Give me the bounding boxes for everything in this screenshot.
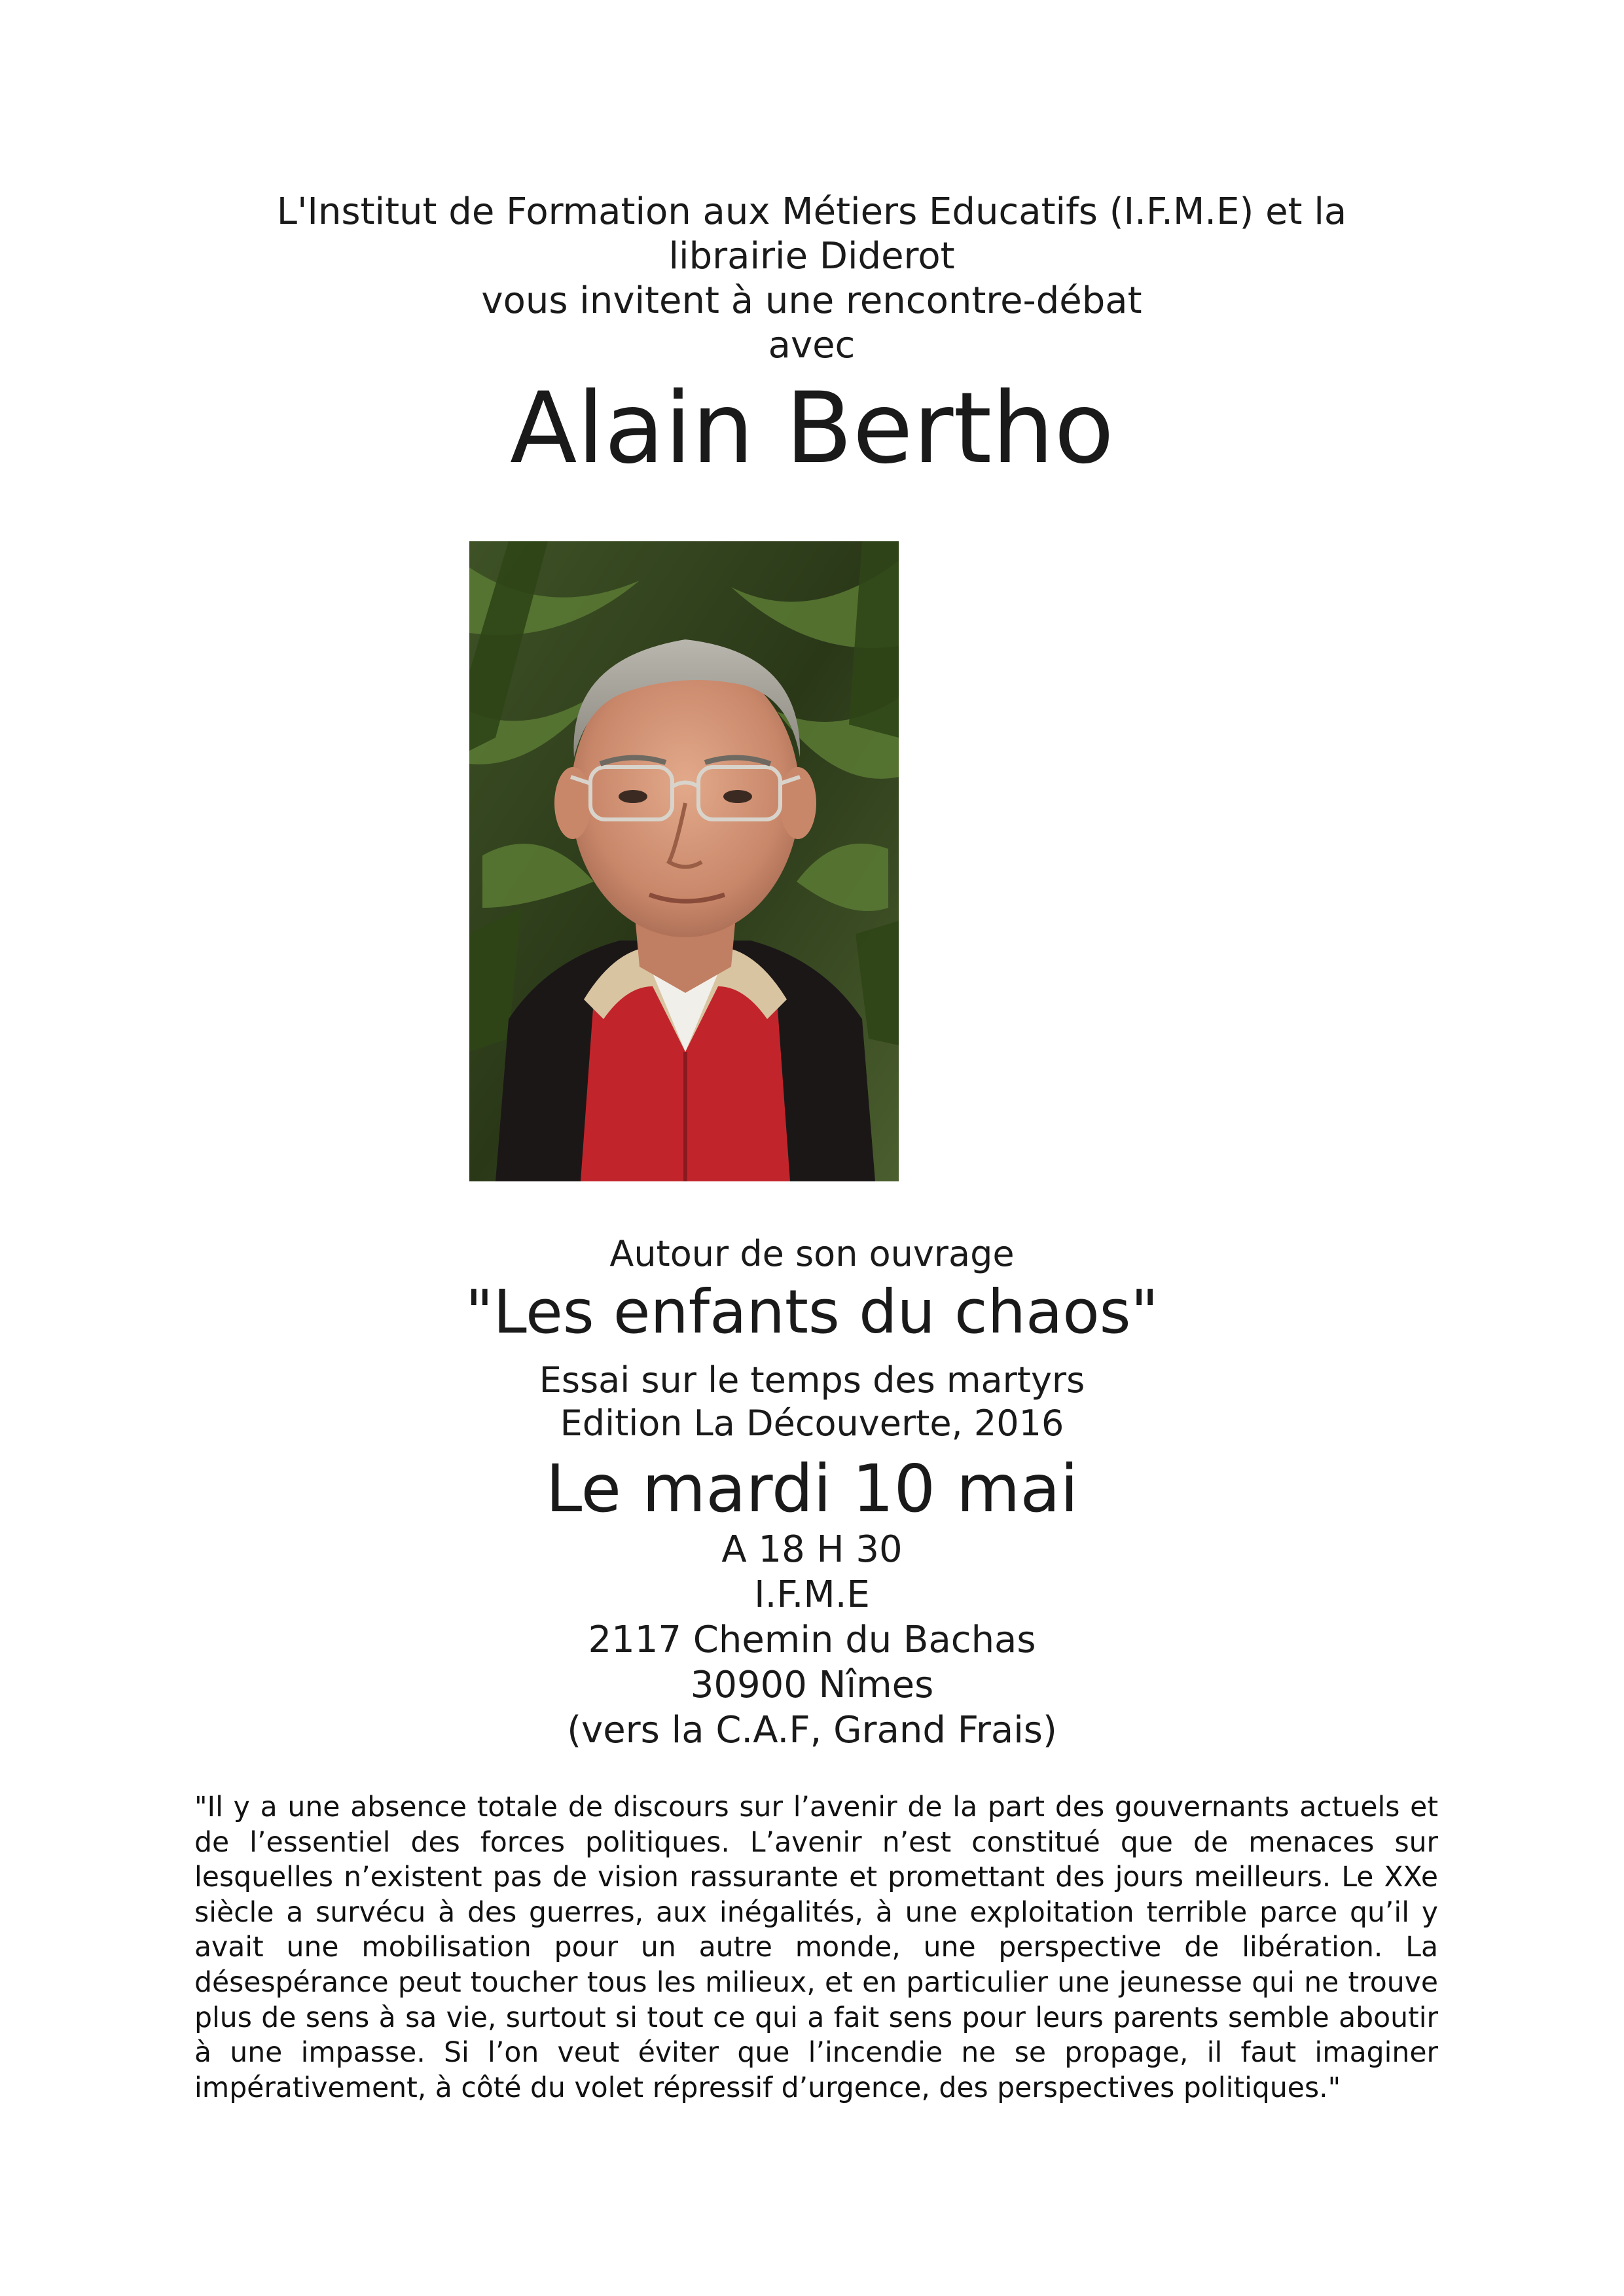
event-street: 2117 Chemin du Bachas	[588, 1619, 1036, 1661]
header-line-bookshop: librairie Diderot	[668, 235, 955, 278]
speaker-name: Alain Bertho	[509, 372, 1115, 486]
event-venue: I.F.M.E	[754, 1573, 870, 1616]
header-line-with: avec	[768, 324, 856, 367]
header-line-invitation: vous invitent à une rencontre-débat	[481, 279, 1142, 322]
book-subtitle: Essai sur le temps des martyrs	[539, 1359, 1085, 1401]
speaker-photo	[469, 541, 899, 1181]
event-city: 30900 Nîmes	[690, 1664, 934, 1706]
event-time: A 18 H 30	[721, 1528, 903, 1571]
invitation-header	[157, 190, 1466, 368]
book-publisher: Edition La Découverte, 2016	[560, 1403, 1064, 1444]
event-date: Le mardi 10 mai	[545, 1450, 1079, 1527]
event-directions: (vers la C.A.F, Grand Frais)	[567, 1709, 1057, 1751]
header-line-institute: L'Institut de Formation aux Métiers Educatifs (I.F.M.E) et la	[276, 190, 1347, 233]
author-quote: "Il y a une absence totale de discours sur l’avenir de la part des gouvernants actuels et de l’essentiel des forces politiques. L’avenir n’est constitué que de menaces sur lesquelles n’existent pas de vision rassurante et promettant des jours meilleurs. Le XXe siècle a survécu à des guerres, aux inégalités, à une exploitation terrible parce qu’il y avait une mobilisation pour un autre monde, une perspective de libération. La désespérance peut toucher tous les milieux, et en particulier une jeunesse qui ne trouve plus de sens à sa vie, surtout si tout ce qui a fait sens pour leurs parents semble aboutir à une impasse. Si l’on veut éviter que l’incendie ne se propage, il faut imaginer impérativement, à côté du volet répressif d’urgence, des perspectives politiques."	[194, 1791, 1438, 2104]
book-title: "Les enfants du chaos"	[465, 1277, 1159, 1347]
book-intro: Autour de son ouvrage	[609, 1233, 1015, 1274]
